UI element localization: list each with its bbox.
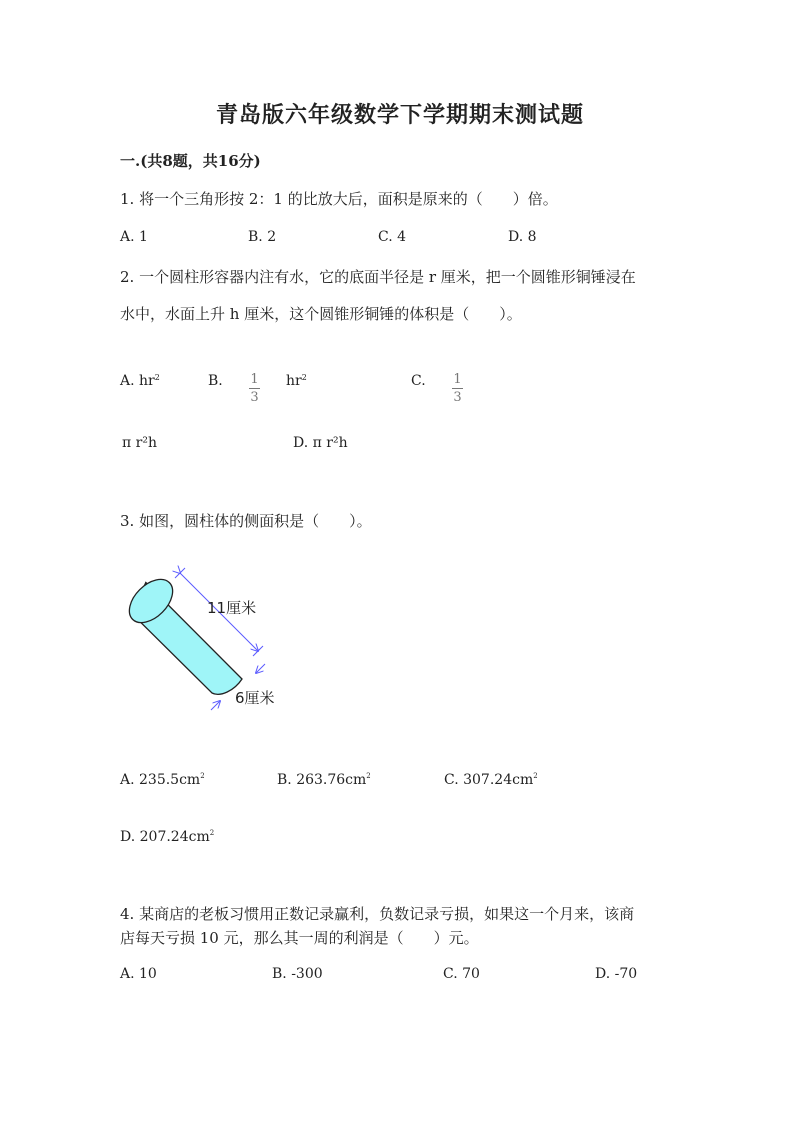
q2-option-c-label: C. <box>411 373 426 389</box>
section-heading: 一.(共8题，共16分) <box>120 152 261 170</box>
q4-option-c: C. 70 <box>443 966 480 982</box>
q2-option-a: A. $hr^2$ <box>120 373 160 389</box>
q3-option-d: D. $207.24cm^2$ <box>120 829 215 845</box>
q2-option-b-term: $hr^2$ <box>286 373 307 389</box>
question-1-text: 1. 将一个三角形按 2：1 的比放大后，面积是原来的（ ）倍。 <box>120 190 558 208</box>
q4-option-d: D. -70 <box>595 966 638 982</box>
q2-option-c-continuation: π r²h <box>122 435 157 451</box>
q2-option-d: D. π r²h <box>293 435 348 451</box>
question-2-line-2: 水中，水面上升 h 厘米，这个圆锥形铜锤的体积是（ ）。 <box>120 305 522 323</box>
q3-option-b: B. $263.76cm^2$ <box>277 772 371 788</box>
q1-option-d: D. 8 <box>508 229 537 245</box>
diameter-arrow-lower <box>211 701 220 710</box>
q1-option-a: A. 1 <box>120 229 148 245</box>
question-4-line-1: 4. 某商店的老板习惯用正数记录赢利，负数记录亏损，如果这一个月来，该商 <box>120 905 635 923</box>
question-2-line-1: 2. 一个圆柱形容器内注有水，它的底面半径是 r 厘米，把一个圆锥形铜锤浸在 <box>120 268 636 286</box>
q2-option-c-fraction <box>452 368 463 405</box>
question-4-line-2: 店每天亏损 10 元，那么其一周的利润是（ ）元。 <box>120 929 479 947</box>
q2-option-b-label: B. <box>208 373 223 389</box>
q3-option-a: A. $235.5cm^2$ <box>120 772 205 788</box>
fraction-numerator: 1 <box>453 372 462 387</box>
q1-option-b: B. 2 <box>248 229 277 245</box>
fraction-numerator: 1 <box>250 372 259 387</box>
fraction-denominator: 3 <box>250 390 259 405</box>
q4-option-b: B. -300 <box>272 966 323 982</box>
length-label: 11厘米 <box>207 599 257 617</box>
cylinder-figure <box>115 565 295 715</box>
q3-option-c: C. $307.24cm^2$ <box>444 772 538 788</box>
page-title: 青岛版六年级数学下学期期末测试题 <box>215 102 584 128</box>
diameter-label: 6厘米 <box>235 689 275 707</box>
q4-option-a: A. 10 <box>120 966 157 982</box>
q2-option-b-fraction <box>249 368 260 405</box>
fraction-denominator: 3 <box>453 390 462 405</box>
diameter-arrow-upper <box>256 664 265 673</box>
question-3-text: 3. 如图，圆柱体的侧面积是（ ）。 <box>120 512 372 530</box>
q1-option-c: C. 4 <box>378 229 407 245</box>
